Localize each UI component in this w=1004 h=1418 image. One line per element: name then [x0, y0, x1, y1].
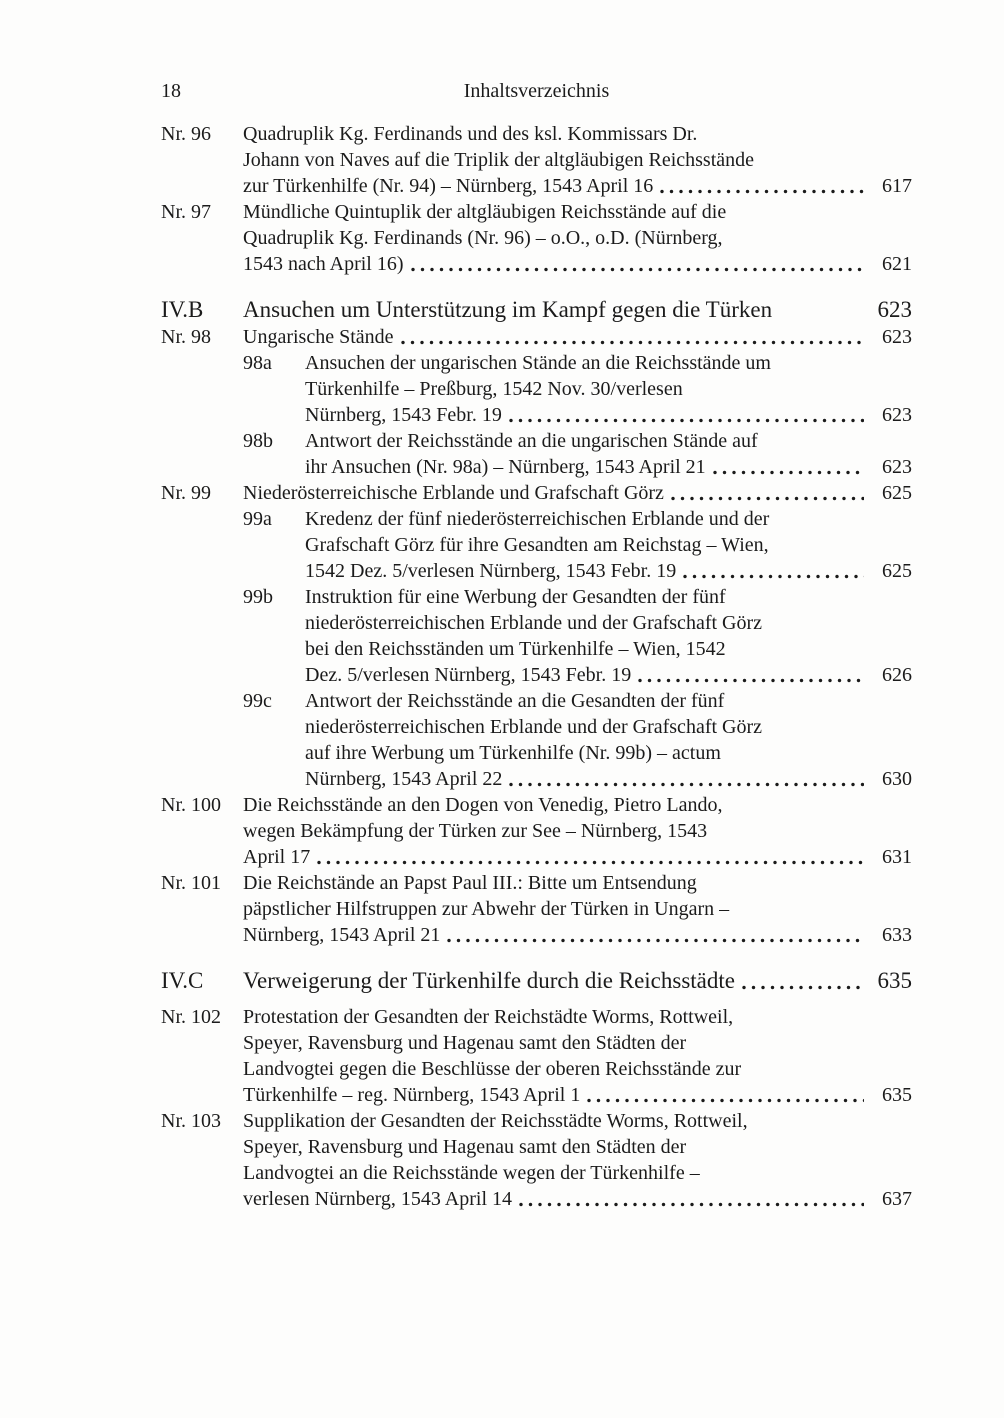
entry-number: 99b — [243, 586, 273, 608]
entry-line-text: Speyer, Ravensburg und Hagenau samt den Städten der — [243, 1136, 687, 1158]
entry-line — [243, 251, 912, 277]
entry-line-text: Die Reichsstände an den Dogen von Venedig, Pietro Lando, — [243, 794, 723, 816]
entry-number: 98a — [243, 352, 272, 374]
dot-leader — [638, 662, 864, 688]
entry-line — [243, 818, 912, 844]
entry-line — [243, 296, 912, 324]
page-number: 631 — [882, 846, 912, 868]
entry-line — [243, 225, 912, 251]
page-number: 623 — [877, 297, 912, 322]
entry-line-text: niederösterreichischen Erblande und der Grafschaft Görz — [305, 716, 763, 738]
entry-line-text: Dez. 5/verlesen Nürnberg, 1543 Febr. 19 — [305, 664, 632, 686]
page-number: 623 — [882, 456, 912, 478]
entry-line — [243, 324, 912, 350]
entry-line-text: Landvogtei an die Reichsstände wegen der Türkenhilfe – — [243, 1162, 700, 1184]
entry-line — [305, 740, 912, 766]
toc-entry — [161, 428, 912, 480]
entry-line-text: April 17 — [243, 846, 311, 868]
entry-number: Nr. 98 — [161, 326, 211, 348]
page-number-header: 18 — [161, 80, 181, 102]
entry-line-text: verlesen Nürnberg, 1543 April 14 — [243, 1188, 513, 1210]
entry-line — [305, 350, 912, 376]
entry-line-text: Quadruplik Kg. Ferdinands und des ksl. Kommissars Dr. — [243, 123, 698, 145]
entry-line — [243, 1108, 912, 1134]
entry-text — [305, 428, 912, 480]
entry-line — [243, 967, 912, 995]
entry-line — [305, 714, 912, 740]
entry-line — [243, 922, 912, 948]
entry-line — [305, 662, 912, 688]
entry-line — [243, 896, 912, 922]
entry-line — [243, 844, 912, 870]
entry-line-text: Mündliche Quintuplik der altgläubigen Reichsstände auf die — [243, 201, 727, 223]
page-header — [161, 78, 912, 104]
dot-leader — [519, 1186, 864, 1212]
entry-line-text: Speyer, Ravensburg und Hagenau samt den Städten der — [243, 1032, 687, 1054]
entry-line — [243, 1160, 912, 1186]
toc-entry — [161, 1004, 912, 1108]
entry-line — [305, 766, 912, 792]
entry-line-text: zur Türkenhilfe (Nr. 94) – Nürnberg, 1543 April 16 — [243, 175, 654, 197]
entry-line — [305, 532, 912, 558]
dot-leader — [742, 967, 864, 995]
page-number: 637 — [882, 1188, 912, 1210]
entry-line-text: Nürnberg, 1543 April 21 — [243, 924, 441, 946]
entry-line — [305, 688, 912, 714]
entry-line-text: Verweigerung der Türkenhilfe durch die Reichsstädte — [243, 968, 735, 993]
toc-entry — [161, 506, 912, 584]
entry-line — [243, 1004, 912, 1030]
entry-number: Nr. 100 — [161, 794, 221, 816]
section-number: IV.C — [161, 968, 204, 993]
entry-line-text: Türkenhilfe – Preßburg, 1542 Nov. 30/verlesen — [305, 378, 683, 400]
toc-entry — [161, 792, 912, 870]
entry-text — [305, 584, 912, 688]
page-number: 635 — [882, 1084, 912, 1106]
entry-number: Nr. 99 — [161, 482, 211, 504]
entry-text — [243, 324, 912, 350]
entry-text — [243, 199, 912, 277]
entry-line-text: Ungarische Stände — [243, 326, 394, 348]
dot-leader — [401, 324, 864, 350]
entry-line — [243, 147, 912, 173]
page-number: 623 — [882, 404, 912, 426]
entry-line-text: Die Reichstände an Papst Paul III.: Bitte um Entsendung — [243, 872, 697, 894]
section-number: IV.B — [161, 297, 204, 322]
entry-line — [243, 1082, 912, 1108]
entry-line — [243, 1056, 912, 1082]
entry-line-text: Nürnberg, 1543 April 22 — [305, 768, 503, 790]
entry-text — [243, 480, 912, 506]
entry-line — [243, 792, 912, 818]
entry-line-text: Antwort der Reichsstände an die Gesandten der fünf — [305, 690, 725, 712]
toc-section — [161, 296, 912, 324]
entry-line — [305, 454, 912, 480]
toc-entry — [161, 199, 912, 277]
dot-leader — [411, 251, 864, 277]
dot-leader — [671, 480, 864, 506]
entry-line-text: 1542 Dez. 5/verlesen Nürnberg, 1543 Febr. 19 — [305, 560, 677, 582]
entry-line — [305, 558, 912, 584]
page-number: 626 — [882, 664, 912, 686]
entry-line — [243, 173, 912, 199]
entry-line — [243, 121, 912, 147]
page-number: 623 — [882, 326, 912, 348]
entry-line — [305, 402, 912, 428]
entry-number: Nr. 101 — [161, 872, 221, 894]
page-number: 617 — [882, 175, 912, 197]
entry-number: 98b — [243, 430, 273, 452]
entry-line-text: Protestation der Gesandten der Reichstädte Worms, Rottweil, — [243, 1006, 734, 1028]
entry-line-text: Ansuchen der ungarischen Stände an die Reichsstände um — [305, 352, 771, 374]
entry-line-text: 1543 nach April 16) — [243, 253, 404, 275]
entry-line — [243, 870, 912, 896]
entry-text — [243, 1004, 912, 1108]
entry-line — [305, 584, 912, 610]
entry-line-text: wegen Bekämpfung der Türken zur See – Nürnberg, 1543 — [243, 820, 708, 842]
entry-line — [305, 610, 912, 636]
entry-text — [243, 870, 912, 948]
toc-entry — [161, 688, 912, 792]
entry-number: 99c — [243, 690, 272, 712]
entry-line — [243, 480, 912, 506]
page-number: 630 — [882, 768, 912, 790]
entry-line-text: Quadruplik Kg. Ferdinands (Nr. 96) – o.O., o.D. (Nürnberg, — [243, 227, 723, 249]
entry-line-text: auf ihre Werbung um Türkenhilfe (Nr. 99b) – actum — [305, 742, 721, 764]
page-number: 625 — [882, 482, 912, 504]
entry-text — [243, 967, 912, 995]
entry-line — [305, 636, 912, 662]
toc-section — [161, 967, 912, 995]
toc-entry — [161, 350, 912, 428]
entry-line — [243, 1186, 912, 1212]
toc-entry — [161, 870, 912, 948]
toc-list — [161, 121, 912, 1212]
entry-text — [305, 688, 912, 792]
dot-leader — [447, 922, 864, 948]
entry-number: Nr. 97 — [161, 201, 211, 223]
entry-line — [243, 199, 912, 225]
entry-line-text: päpstlicher Hilfstruppen zur Abwehr der Türken in Ungarn – — [243, 898, 730, 920]
toc-entry — [161, 324, 912, 350]
page-number: 635 — [877, 968, 912, 993]
dot-leader — [660, 173, 864, 199]
entry-line-text: Ansuchen um Unterstützung im Kampf gegen die Türken — [243, 297, 773, 322]
entry-line-text: Instruktion für eine Werbung der Gesandten der fünf — [305, 586, 726, 608]
entry-line — [243, 1030, 912, 1056]
entry-line-text: Nürnberg, 1543 Febr. 19 — [305, 404, 502, 426]
dot-leader — [509, 766, 864, 792]
dot-leader — [683, 558, 864, 584]
entry-line-text: Johann von Naves auf die Triplik der altgläubigen Reichsstände — [243, 149, 755, 171]
toc-entry — [161, 121, 912, 199]
page-number: 625 — [882, 560, 912, 582]
entry-line — [305, 376, 912, 402]
entry-line-text: Grafschaft Görz für ihre Gesandten am Reichstag – Wien, — [305, 534, 769, 556]
dot-leader — [713, 454, 864, 480]
entry-number: Nr. 103 — [161, 1110, 221, 1132]
entry-number: Nr. 102 — [161, 1006, 221, 1028]
page-number: 633 — [882, 924, 912, 946]
entry-text — [305, 506, 912, 584]
entry-line-text: Supplikation der Gesandten der Reichsstädte Worms, Rottweil, — [243, 1110, 748, 1132]
entry-line-text: bei den Reichsständen um Türkenhilfe – Wien, 1542 — [305, 638, 726, 660]
entry-text — [243, 792, 912, 870]
entry-line — [305, 506, 912, 532]
toc-entry — [161, 1108, 912, 1212]
dot-leader — [587, 1082, 864, 1108]
entry-text — [243, 296, 912, 324]
dot-leader — [317, 844, 864, 870]
entry-number: Nr. 96 — [161, 123, 211, 145]
entry-line-text: Türkenhilfe – reg. Nürnberg, 1543 April 1 — [243, 1084, 581, 1106]
entry-line-text: niederösterreichischen Erblande und der Grafschaft Görz — [305, 612, 763, 634]
entry-number: 99a — [243, 508, 272, 530]
toc-entry — [161, 480, 912, 506]
entry-line-text: Kredenz der fünf niederösterreichischen Erblande und der — [305, 508, 770, 530]
dot-leader — [509, 402, 864, 428]
entry-line-text: ihr Ansuchen (Nr. 98a) – Nürnberg, 1543 April 21 — [305, 456, 706, 478]
page-number: 621 — [882, 253, 912, 275]
entry-line — [305, 428, 912, 454]
entry-line-text: Antwort der Reichsstände an die ungarischen Stände auf — [305, 430, 758, 452]
toc-entry — [161, 584, 912, 688]
entry-line — [243, 1134, 912, 1160]
entry-line-text: Landvogtei gegen die Beschlüsse der oberen Reichsstände zur — [243, 1058, 742, 1080]
entry-text — [305, 350, 912, 428]
entry-text — [243, 121, 912, 199]
entry-text — [243, 1108, 912, 1212]
entry-line-text: Niederösterreichische Erblande und Grafschaft Görz — [243, 482, 664, 504]
page-title: Inhaltsverzeichnis — [463, 80, 610, 102]
